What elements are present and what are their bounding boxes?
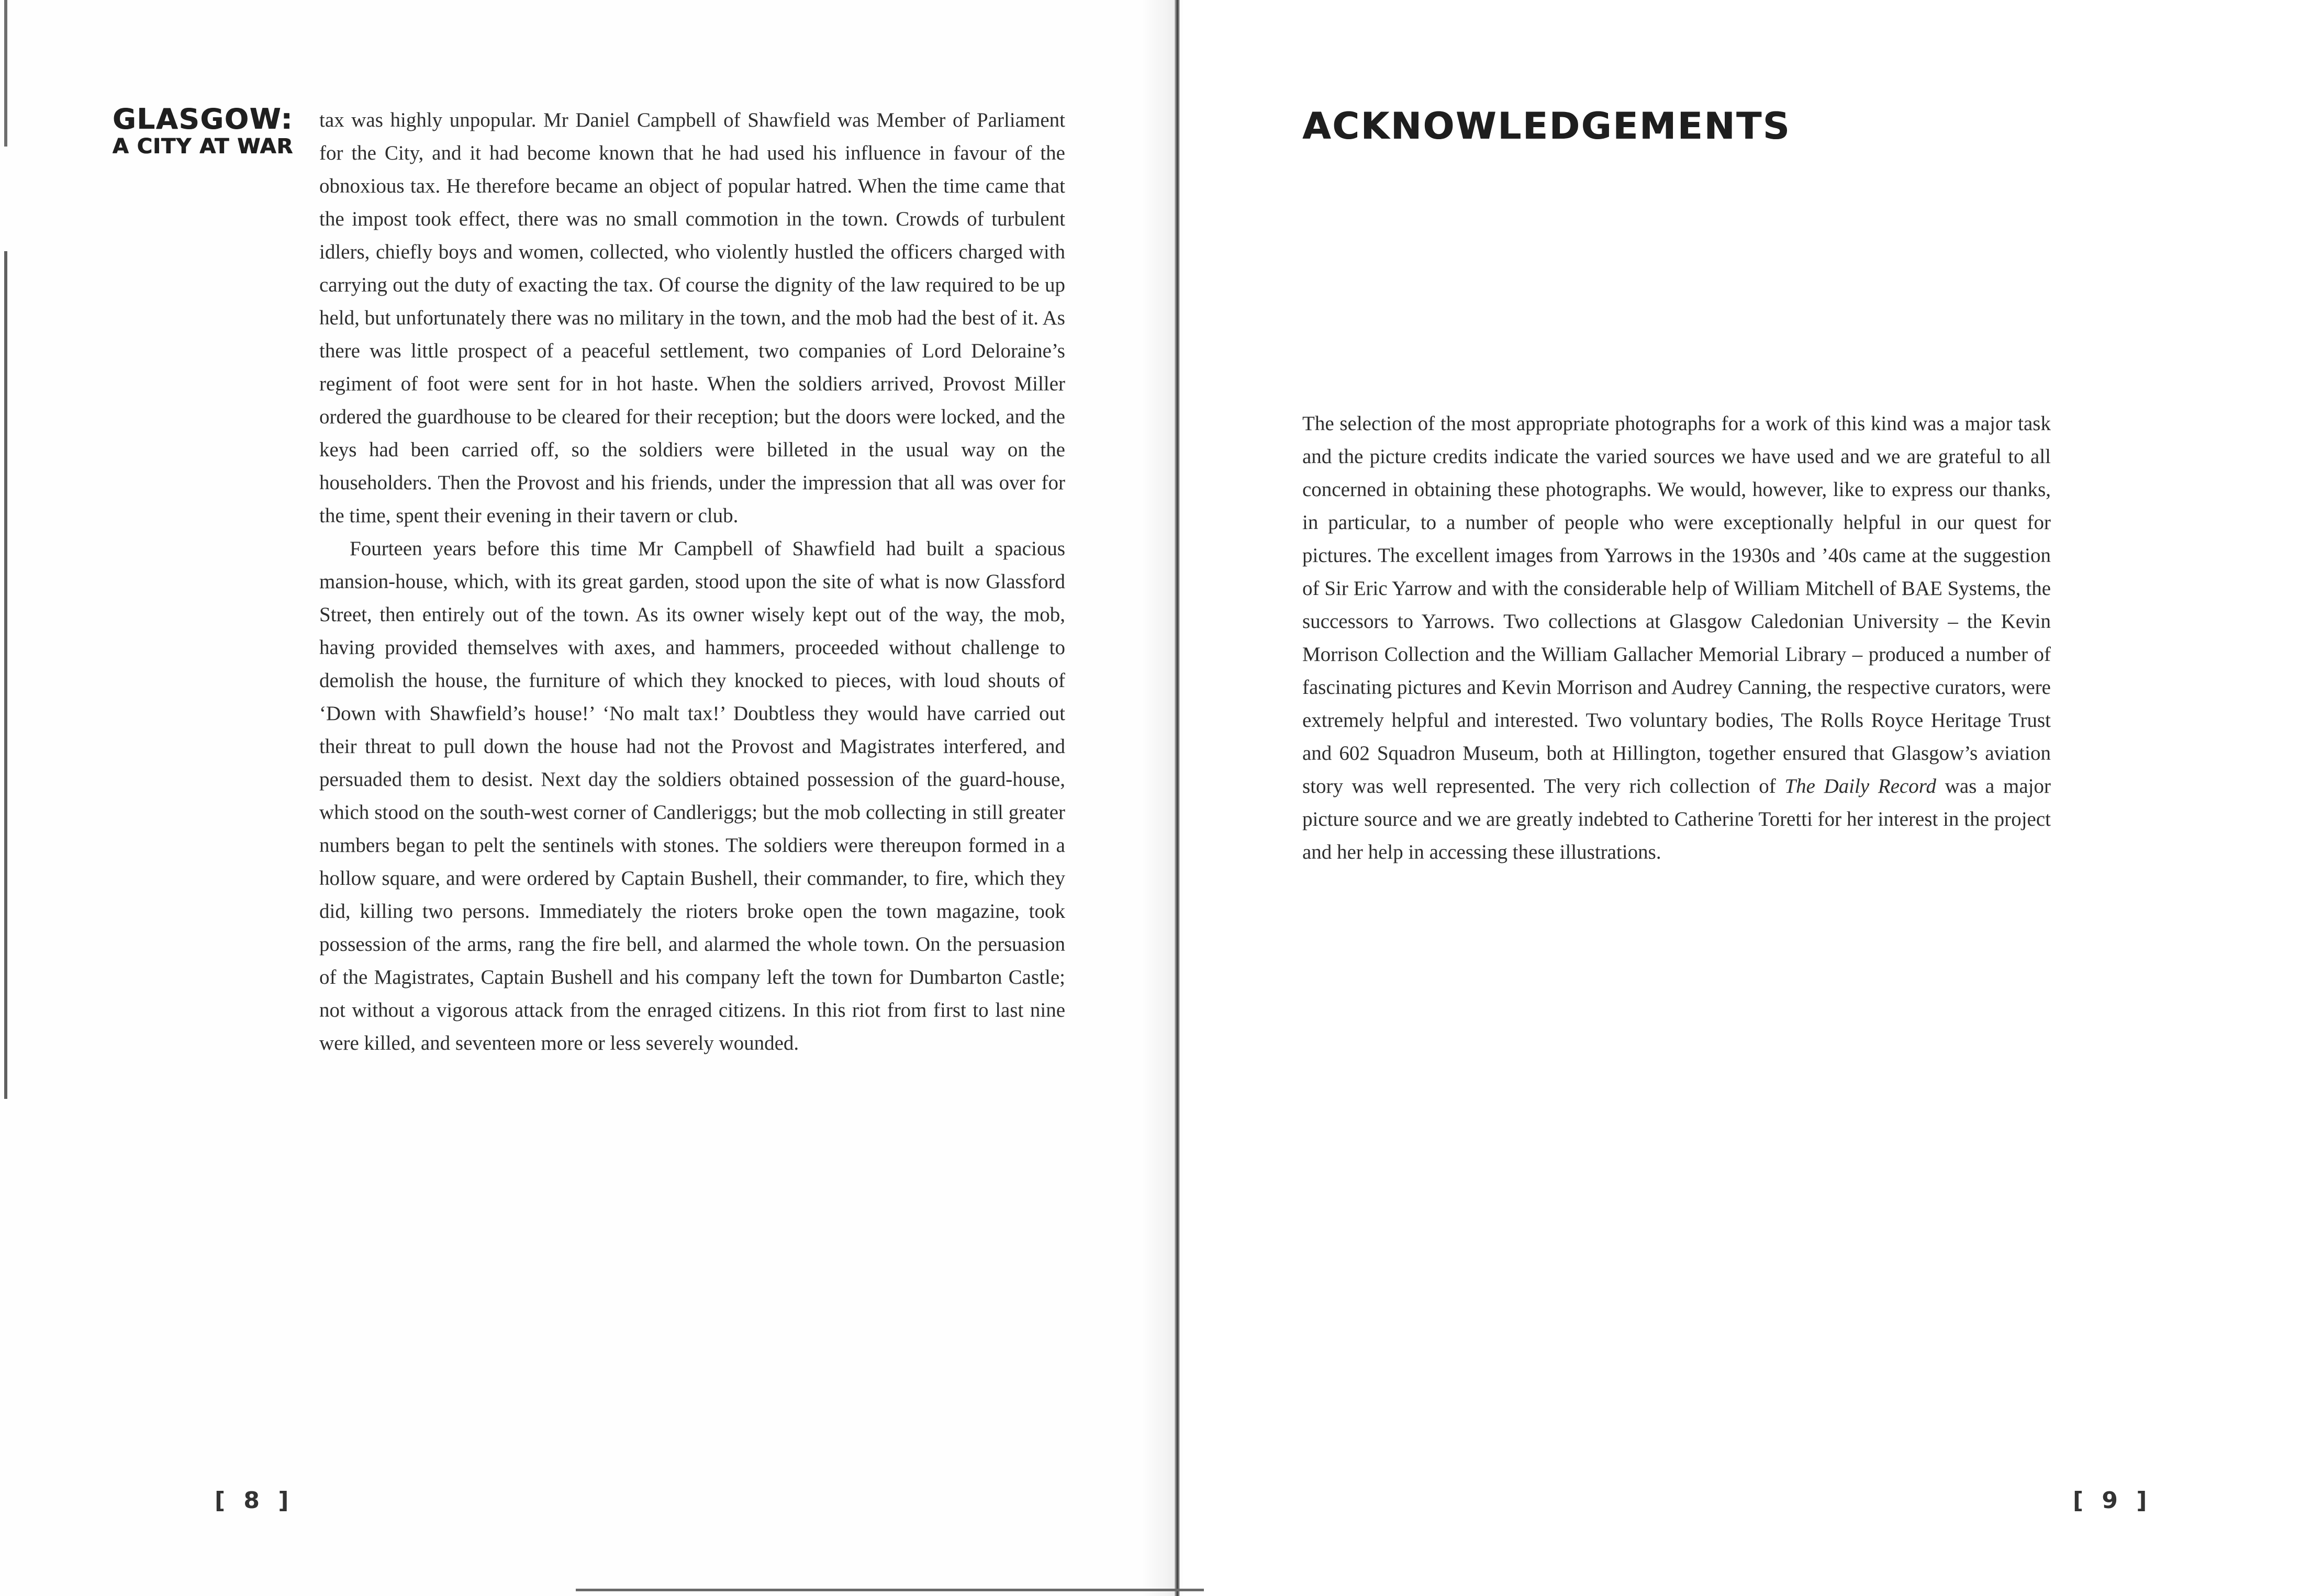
page-number-right: [ 9 ] xyxy=(2073,1487,2152,1514)
running-head-line2: A CITY AT WAR xyxy=(112,134,293,159)
acknowledgements-text-start: The selection of the most appropriate photographs for a work of this kind was a major task and the picture credits indicate the varied sources we have used and we are grateful to all concerned in obtaining these photographs. We would, however, like to express our thanks, in particular, to a number of people who were exceptionally helpful in our quest for pictures. The excellent images from Yarrows in the 1930s and ’40s came at the suggestion of Sir Eric Yarrow and with the considerable help of William Mitchell of BAE Systems, the successors to Yarrows. Two collections at Glasgow Caledonian University – the Kevin Morrison Collection and the William Gallacher Memorial Library – produced a number of fascinating pictures and Kevin Morrison and Audrey Canning, the respective curators, were extremely helpful and interested. Two voluntary bodies, The Rolls Royce Heritage Trust and 602 Squadron Museum, both at Hillington, together ensured that Glasgow’s aviation story was well represented. The very rich collection of xyxy=(1302,412,2051,797)
page-title: ACKNOWLEDGEMENTS xyxy=(1302,105,1791,148)
scan-bottom-edge xyxy=(576,1589,1204,1591)
scan-edge-mark xyxy=(4,0,7,1099)
right-body-text xyxy=(1302,407,2051,869)
left-paragraph-1: tax was highly unpopular. Mr Daniel Campbell of Shawfield was Member of Parliament for the City, and it had become known that he had used his influence in favour of the obnoxious tax. He therefore became an object of popular hatred. When the time came that the impost took effect, there was no small commotion in the town. Crowds of turbulent idlers, chiefly boys and women, collected, who violently hustled the officers charged with carrying out the duty of exacting the tax. Of course the dignity of the law required to be up held, but unfortunately there was no military in the town, and the mob had the best of it. As there was little prospect of a peaceful settlement, two companies of Lord Deloraine’s regiment of foot were sent for in hot haste. When the soldiers arrived, Provost Miller ordered the guardhouse to be cleared for their reception; but the doors were locked, and the keys had been carried off, so the soldiers were billeted in the usual way on the householders. Then the Provost and his friends, under the impression that all was over for the time, spent their evening in their tavern or club. xyxy=(319,109,1065,527)
book-gutter xyxy=(1175,0,1180,1596)
page-number-left: [ 8 ] xyxy=(215,1487,294,1514)
gutter-shadow xyxy=(1141,0,1175,1596)
running-head-line1: GLASGOW: xyxy=(112,103,293,136)
acknowledgements-paragraph xyxy=(1302,407,2051,869)
acknowledgements-text-end: was a major picture source and we are greatly indebted to Catherine Toretti for her interest in the project and her help in accessing these illustrations. xyxy=(1302,775,2051,863)
left-body-text xyxy=(319,104,1065,1060)
publication-title: The Daily Record xyxy=(1784,775,1937,797)
running-head xyxy=(47,105,293,158)
left-paragraph-2: Fourteen years before this time Mr Campbell of Shawfield had built a spacious mansion-house, which, with its great garden, stood upon the site of what is now Glassford Street, then entirely out of the town. As its owner wisely kept out of the way, the mob, having provided themselves with axes, and hammers, proceeded without challenge to demolish the house, the furniture of which they knocked to pieces, with loud shouts of ‘Down with Shawfield’s house!’ ‘No malt tax!’ Doubtless they would have carried out their threat to pull down the house had not the Provost and Magistrates interfered, and persuaded them to desist. Next day the soldiers obtained possession of the guard-house, which stood on the south-west corner of Candleriggs; but the mob collecting in still greater numbers began to pelt the sentinels with stones. The soldiers were thereupon formed in a hollow square, and were ordered by Captain Bushell, their commander, to fire, which they did, killing two persons. Immediately the rioters broke open the town magazine, took possession of the arms, rang the fire bell, and alarmed the whole town. On the persuasion of the Magistrates, Captain Bushell and his company left the town for Dumbarton Castle; not without a vigorous attack from the enraged citizens. In this riot from first to last nine were killed, and seventeen more or less severely wounded. xyxy=(319,537,1065,1054)
